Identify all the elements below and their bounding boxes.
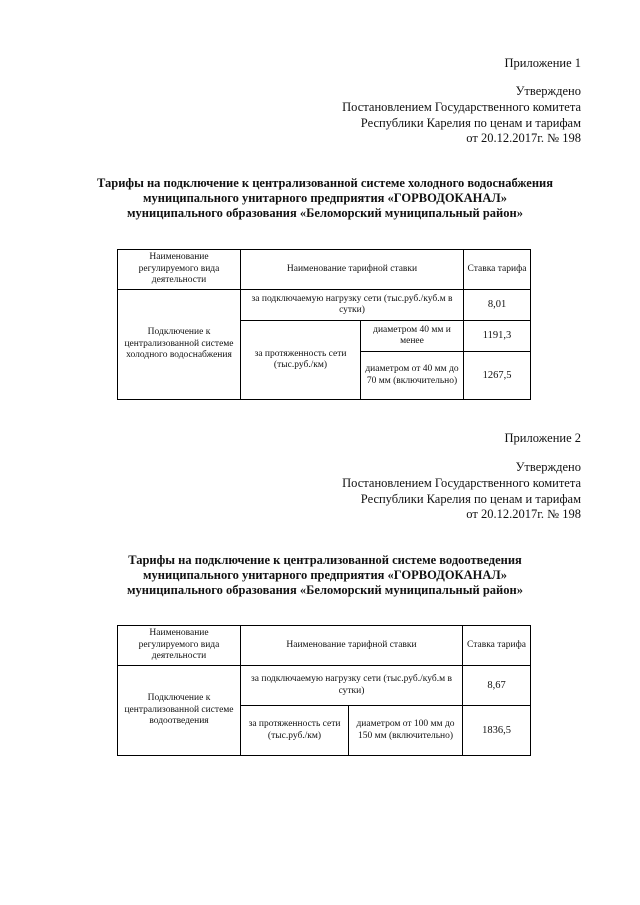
appendix2-approved: Утверждено <box>515 460 581 474</box>
appendix2-title <box>80 553 570 598</box>
appendix2-resolution-line2: Республики Карелия по ценам и тарифам <box>360 492 581 506</box>
diameter1-cell: диаметром 40 мм и менее <box>361 321 464 352</box>
header-rate-name: Наименование тарифной ставки <box>241 250 464 290</box>
table-header-row <box>118 626 531 666</box>
load-rate-value: 8,67 <box>463 666 531 706</box>
load-rate-value: 8,01 <box>464 290 531 321</box>
header-rate-name: Наименование тарифной ставки <box>241 626 463 666</box>
appendix1-resolution-line2: Республики Карелия по ценам и тарифам <box>360 116 581 130</box>
appendix2-label: Приложение 2 <box>504 431 581 445</box>
diameter1-cell: диаметром от 100 мм до 150 мм (включительно) <box>349 706 463 756</box>
header-activity: Наименование регулируемого вида деятельности <box>118 626 241 666</box>
length-rate-name: за протяженность сети (тыс.руб./км) <box>241 321 361 400</box>
appendix1-resolution-line1: Постановлением Государственного комитета <box>342 100 581 114</box>
appendix2-title-line1: Тарифы на подключение к централизованной системе водоотведения <box>128 553 522 567</box>
table-row <box>118 290 531 321</box>
diameter2-cell: диаметром от 40 мм до 70 мм (включительно) <box>361 352 464 400</box>
table-header-row <box>118 250 531 290</box>
activity-cell: Подключение к централизованной системе холодного водоснабжения <box>118 290 241 400</box>
appendix1-title-line3: муниципального образования «Беломорский муниципальный район» <box>127 206 523 220</box>
appendix1-approved: Утверждено <box>515 84 581 98</box>
table-row <box>118 666 531 706</box>
header-activity: Наименование регулируемого вида деятельности <box>118 250 241 290</box>
appendix1-label: Приложение 1 <box>504 56 581 70</box>
header-rate: Ставка тарифа <box>464 250 531 290</box>
diameter2-value: 1267,5 <box>464 352 531 400</box>
appendix2-tariff-table <box>117 625 531 756</box>
diameter1-value: 1836,5 <box>463 706 531 756</box>
load-rate-name: за подключаемую нагрузку сети (тыс.руб./куб.м в сутки) <box>241 666 463 706</box>
appendix1-resolution-date: от 20.12.2017г. № 198 <box>466 131 581 145</box>
activity-cell: Подключение к централизованной системе водоотведения <box>118 666 241 756</box>
appendix2-resolution-date: от 20.12.2017г. № 198 <box>466 507 581 521</box>
appendix2-title-line3: муниципального образования «Беломорский муниципальный район» <box>127 583 523 597</box>
length-rate-name: за протяженность сети (тыс.руб./км) <box>241 706 349 756</box>
appendix2-resolution-line1: Постановлением Государственного комитета <box>342 476 581 490</box>
appendix1-title <box>80 176 570 221</box>
header-rate: Ставка тарифа <box>463 626 531 666</box>
appendix2-title-line2: муниципального унитарного предприятия «ГОРВОДОКАНАЛ» <box>143 568 507 582</box>
load-rate-name: за подключаемую нагрузку сети (тыс.руб./куб.м в сутки) <box>241 290 464 321</box>
diameter1-value: 1191,3 <box>464 321 531 352</box>
appendix1-tariff-table <box>117 249 531 400</box>
appendix1-title-line1: Тарифы на подключение к централизованной системе холодного водоснабжения <box>96 176 554 190</box>
appendix1-title-line2: муниципального унитарного предприятия «ГОРВОДОКАНАЛ» <box>143 191 507 205</box>
